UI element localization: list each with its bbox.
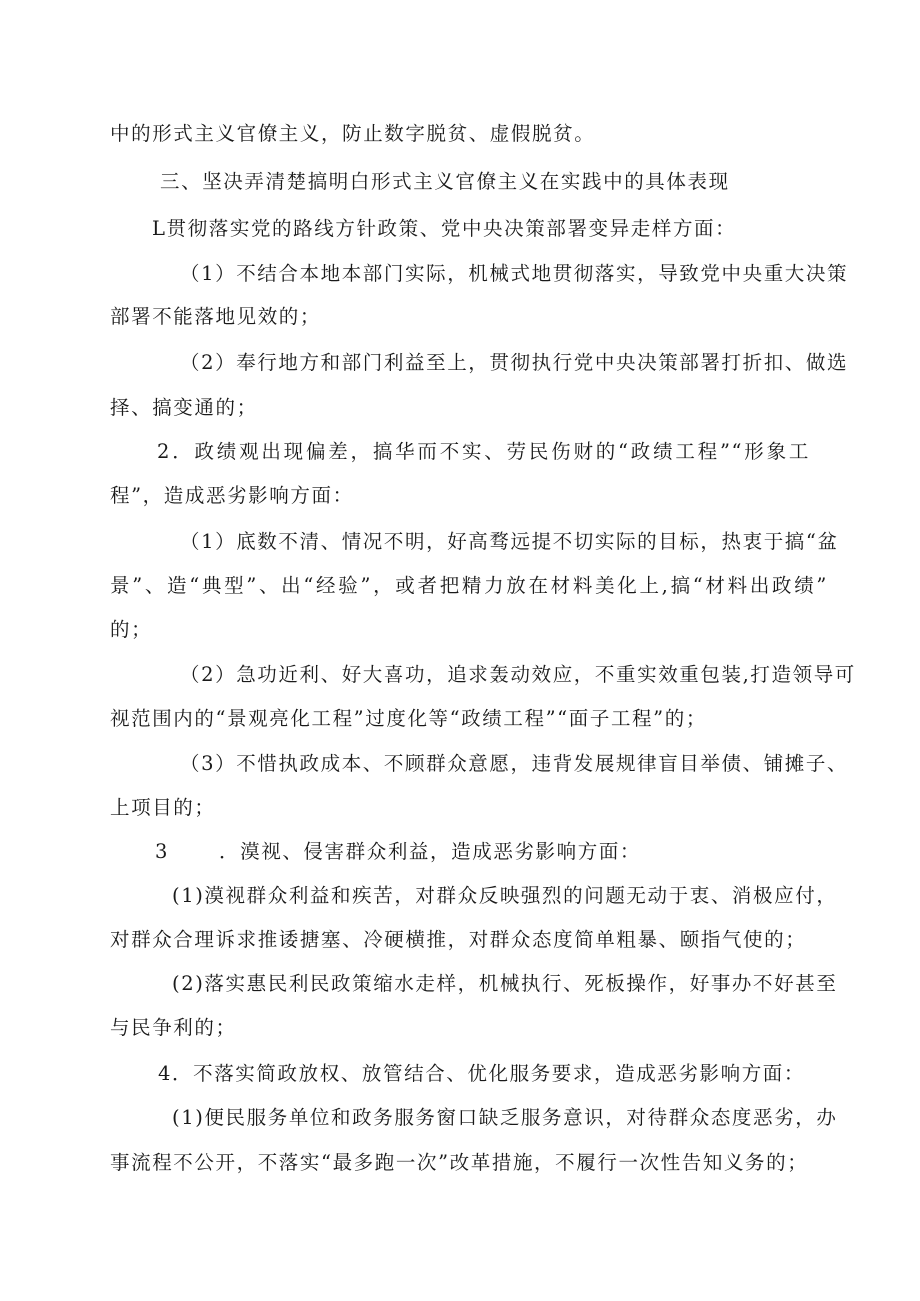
list-item-line: 上项目的；	[110, 796, 216, 819]
subsection-heading: 4．不落实简政放权、放管结合、优化服务要求，造成恶劣影响方面：	[158, 1062, 806, 1085]
list-item-line: (1)便民服务单位和政务服务窗口缺乏服务意识，对待群众态度恶劣，办	[172, 1106, 838, 1129]
list-item-line: （2）奉行地方和部门利益至上，贯彻执行党中央决策部署打折扣、做选	[180, 351, 849, 374]
list-item-line: 对群众合理诉求推诿搪塞、冷硬横推，对群众态度简单粗暴、颐指气使的；	[110, 928, 807, 951]
list-item-line: 择、搞变通的；	[110, 396, 258, 419]
list-item-line: 与民争利的；	[110, 1016, 237, 1039]
list-item-line: （3）不惜执政成本、不顾群众意愿，违背发展规律盲目举债、铺摊子、	[180, 752, 849, 775]
section-heading: 三、坚决弄清楚搞明白形式主义官僚主义在实践中的具体表现	[160, 170, 730, 193]
subsection-heading: 程”，造成恶劣影响方面：	[110, 484, 354, 507]
list-item-line: (1)漠视群众利益和疾苦，对群众反映强烈的问题无动于衷、消极应付，	[172, 884, 838, 907]
list-item-line: 事流程不公开，不落实“最多跑一次”改革措施，不履行一次性告知义务的；	[110, 1151, 809, 1174]
subsection-heading	[155, 840, 641, 864]
paragraph-line: 中的形式主义官僚主义，防止数字脱贫、虚假脱贫。	[110, 122, 596, 145]
list-item-line: （2）急功近利、好大喜功，追求轰动效应，不重实效重包装,打造领导可	[180, 663, 856, 686]
subsection-heading: L贯彻落实党的路线方针政策、党中央决策部署变异走样方面：	[152, 217, 737, 240]
subsection-heading: 2．政绩观出现偏差，搞华而不实、劳民伤财的“政绩工程”“形象工	[157, 440, 810, 463]
list-item-line: 景”、造“典型”、出“经验”，或者把精力放在材料美化上,搞“材料出政绩”	[110, 574, 828, 597]
list-item-line: （1）底数不清、情况不明，好高骛远提不切实际的目标，热衷于搞“盆	[180, 530, 839, 553]
heading-text: ．漠视、侵害群众利益，造成恶劣影响方面：	[219, 840, 642, 863]
list-item-line: 视范围内的“景观亮化工程”过度化等“政绩工程”“面子工程”的；	[110, 707, 707, 730]
list-item-line: 部署不能落地见效的；	[110, 305, 322, 328]
list-item-line: (2)落实惠民利民政策缩水走样，机械执行、死板操作，好事办不好甚至	[172, 972, 838, 995]
list-item-line: 的；	[110, 618, 153, 641]
heading-number: 3	[155, 840, 170, 863]
list-item-line: （1）不结合本地本部门实际，机械式地贯彻落实，导致党中央重大决策	[180, 262, 849, 285]
